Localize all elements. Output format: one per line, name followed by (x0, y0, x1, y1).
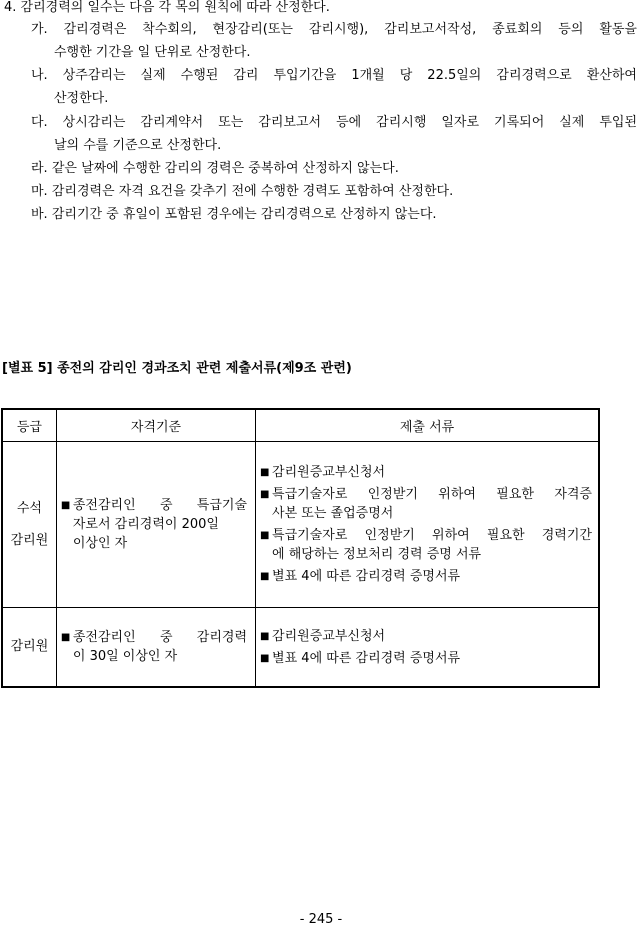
grade-cell (2, 608, 56, 688)
rule-item-da-line2: 날의 수를 기준으로 산정한다. (54, 138, 222, 153)
document-line: 감리원증교부신청서 (272, 465, 386, 480)
grade-line: 감리원 (10, 532, 49, 548)
header-qualification: 자격기준 (56, 409, 255, 442)
document-item (260, 627, 592, 646)
grade-cell (2, 442, 56, 608)
qualification-cell (56, 608, 255, 688)
document-line: 별표 4에 따른 감리경력 증명서류 (272, 650, 461, 666)
table-header-row (2, 409, 599, 442)
qualification-line: 이 30일 이상인 자 (72, 649, 178, 664)
qualification-item (61, 628, 247, 666)
page-number: - 245 - (299, 912, 343, 927)
documents-cell (256, 442, 599, 608)
qualification-line: 종전감리인 중 감리경력 (72, 630, 248, 645)
document-item (260, 485, 592, 523)
rule-item-ga-line2: 수행한 기간을 일 단위로 산정한다. (54, 45, 251, 60)
header-grade: 등급 (2, 409, 56, 442)
square-bullet-icon: ■ (260, 530, 270, 541)
rule-item-ra: 라. 같은 날짜에 수행한 감리의 경력은 중복하여 산정하지 않는다. (31, 161, 399, 176)
square-bullet-icon: ■ (260, 630, 270, 642)
document-item (260, 567, 592, 586)
document-item (260, 649, 592, 668)
square-bullet-icon: ■ (60, 632, 71, 643)
rule-item-ba: 바. 감리기간 중 휴일이 포함된 경우에는 감리경력으로 산정하지 않는다. (31, 207, 437, 222)
qualification-cell (56, 442, 255, 608)
table-row (2, 442, 599, 608)
annex-heading: [별표 5] 종전의 감리인 경과조치 관련 제출서류(제9조 관련) (2, 361, 352, 376)
table-row (2, 608, 599, 688)
document-item (260, 526, 592, 564)
qualification-line: 이상인 자 (72, 536, 128, 551)
qualification-line: 종전감리인 중 특급기술 (72, 498, 248, 513)
square-bullet-icon: ■ (60, 500, 71, 511)
square-bullet-icon: ■ (260, 652, 270, 664)
document-line: 사본 또는 졸업증명서 (272, 506, 394, 521)
rule-item-na-line2: 산정한다. (54, 91, 109, 106)
square-bullet-icon: ■ (260, 489, 270, 500)
document-line: 특급기술자로 인정받기 위하여 필요한 자격증 (272, 487, 592, 502)
documents-table (1, 408, 600, 688)
qualification-item (61, 496, 247, 553)
grade-line: 감리원 (10, 639, 49, 654)
document-item (260, 463, 592, 482)
document-line: 감리원증교부신청서 (272, 628, 386, 644)
document-line: 별표 4에 따른 감리경력 증명서류 (272, 569, 461, 584)
rule-item-ma: 마. 감리경력은 자격 요건을 갖추기 전에 수행한 경력도 포함하여 산정한다. (31, 184, 454, 199)
header-documents: 제출 서류 (256, 409, 599, 442)
rule-item-ga-line1: 가. 감리경력은 착수회의, 현장감리(또는 감리시행), 감리보고서작성, 종료회의 등의 활동을 (31, 22, 637, 37)
documents-cell (256, 608, 599, 688)
document-line: 특급기술자로 인정받기 위하여 필요한 경력기간 (272, 528, 592, 543)
rule-title: 4. 감리경력의 일수는 다음 각 목의 원칙에 따라 산정한다. (4, 0, 330, 15)
qualification-line: 자로서 감리경력이 200일 (72, 517, 219, 532)
grade-line: 수석 (16, 500, 42, 516)
square-bullet-icon: ■ (260, 571, 270, 582)
square-bullet-icon: ■ (260, 467, 270, 478)
rule-item-na-line1: 나. 상주감리는 실제 수행된 감리 투입기간을 1개월 당 22.5일의 감리경력으로 환산하여 (31, 68, 637, 83)
rule-item-da-line1: 다. 상시감리는 감리계약서 또는 감리보고서 등에 감리시행 일자로 기록되어 실제 투입된 (31, 115, 637, 130)
document-line: 에 해당하는 정보처리 경력 증명 서류 (272, 547, 482, 562)
